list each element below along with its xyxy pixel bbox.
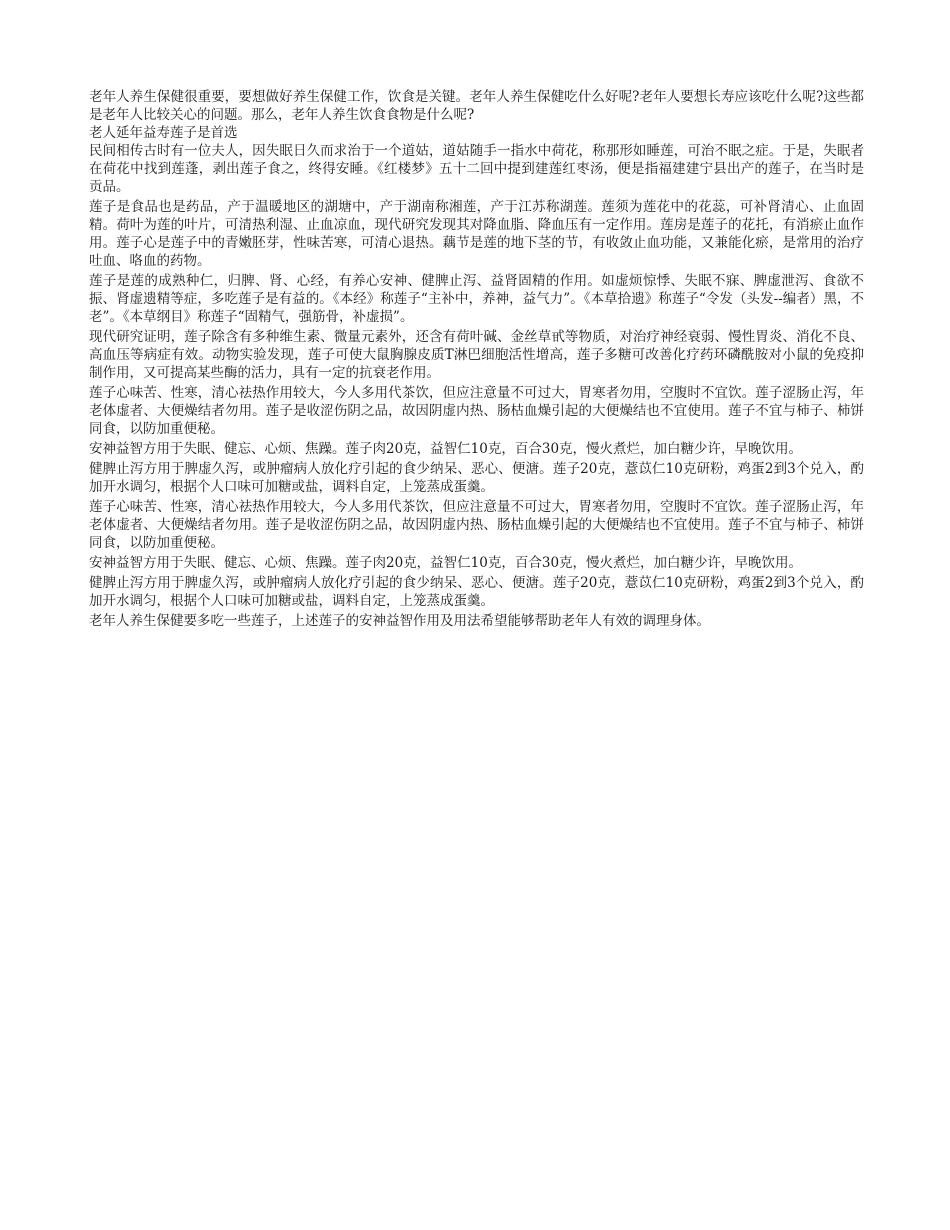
paragraph-recipe-spleen: 健脾止泻方用于脾虚久泻，或肿瘤病人放化疗引起的食少纳呆、恶心、便溏。莲子20克，薏苡仁10克研粉，鸡蛋2到3个兑入，酌加开水调匀，根据个人口味可加糖或盐，调料自定，上笼蒸成蛋羹。	[89, 461, 864, 495]
paragraph-folk-legend: 民间相传古时有一位夫人，因失眠日久而求治于一个道姑，道姑随手一指水中荷花，称那形如睡莲，可治不眠之症。于是，失眠者在荷花中找到莲蓬，剥出莲子食之，终得安睡。《红楼梦》五十二回中提到建莲红枣汤，便是指福建建宁县出产的莲子，在当时是贡品。	[89, 143, 864, 195]
paragraph-lotus-parts: 莲子是食品也是药品，产于温暖地区的湖塘中，产于湖南称湘莲，产于江苏称湖莲。莲须为莲花中的花蕊，可补肾清心、止血固精。荷叶为莲的叶片，可清热利湿、止血凉血，现代研究发现其对降血脂、降血压有一定作用。莲房是莲子的花托，有消瘀止血作用。莲子心是莲子中的青嫩胚芽，性味苦寒，可清心退热。藕节是莲的地下茎的节，有收敛止血功能，又兼能化瘀，是常用的治疗吐血、咯血的药物。	[89, 199, 864, 269]
paragraph-recipe-calming-repeat: 安神益智方用于失眠、健忘、心烦、焦躁。莲子肉20克，益智仁10克，百合30克，慢火煮烂，加白糖少许，早晚饮用。	[89, 555, 803, 571]
paragraph-recipe-calming: 安神益智方用于失眠、健忘、心烦、焦躁。莲子肉20克，益智仁10克，百合30克，慢火煮烂，加白糖少许，早晚饮用。	[89, 441, 803, 457]
paragraph-modern-research: 现代研究证明，莲子除含有多种维生素、微量元素外，还含有荷叶碱、金丝草甙等物质，对治疗神经衰弱、慢性胃炎、消化不良、高血压等病症有效。动物实验发现，莲子可使大鼠胸腺皮质T淋巴细胞活性增高，莲子多糖可改善化疗药环磷酰胺对小鼠的免疫抑制作用，又可提高某些酶的活力，具有一定的抗衰老作用。	[89, 329, 864, 381]
paragraph-lotus-seed-effects: 莲子是莲的成熟种仁，归脾、肾、心经，有养心安神、健脾止泻、益肾固精的作用。如虚烦惊悸、失眠不寐、脾虚泄泻、食欲不振、肾虚遗精等症，多吃莲子是有益的。《本经》称莲子“主补中，养神，益气力”。《本草拾遗》称莲子“令发（头发--编者）黑，不老”。《本草纲目》称莲子“固精气，强筋骨，补虚损”。	[89, 273, 864, 325]
article-body	[89, 88, 864, 630]
article-heading: 老人延年益寿莲子是首选	[89, 125, 238, 141]
paragraph-recipe-spleen-repeat: 健脾止泻方用于脾虚久泻，或肿瘤病人放化疗引起的食少纳呆、恶心、便溏。莲子20克，薏苡仁10克研粉，鸡蛋2到3个兑入，酌加开水调匀，根据个人口味可加糖或盐，调料自定，上笼蒸成蛋羹。	[89, 575, 864, 609]
paragraph-conclusion: 老年人养生保健要多吃一些莲子，上述莲子的安神益智作用及用法希望能够帮助老年人有效的调理身体。	[89, 613, 710, 629]
intro-paragraph: 老年人养生保健很重要，要想做好养生保健工作，饮食是关键。老年人养生保健吃什么好呢?老年人要想长寿应该吃什么呢?这些都是老年人比较关心的问题。那么，老年人养生饮食食物是什么呢?	[89, 89, 864, 123]
paragraph-cautions: 莲子心味苦、性寒，清心祛热作用较大，今人多用代茶饮，但应注意量不可过大，胃寒者勿用，空腹时不宜饮。莲子涩肠止泻，年老体虚者、大便燥结者勿用。莲子是收涩伤阴之品，故因阴虚内热、肠枯血燥引起的大便燥结也不宜使用。莲子不宜与柿子、柿饼同食，以防加重便秘。	[89, 385, 864, 437]
paragraph-cautions-repeat: 莲子心味苦、性寒，清心祛热作用较大，今人多用代茶饮，但应注意量不可过大，胃寒者勿用，空腹时不宜饮。莲子涩肠止泻，年老体虚者、大便燥结者勿用。莲子是收涩伤阴之品，故因阴虚内热、肠枯血燥引起的大便燥结也不宜使用。莲子不宜与柿子、柿饼同食，以防加重便秘。	[89, 499, 864, 551]
